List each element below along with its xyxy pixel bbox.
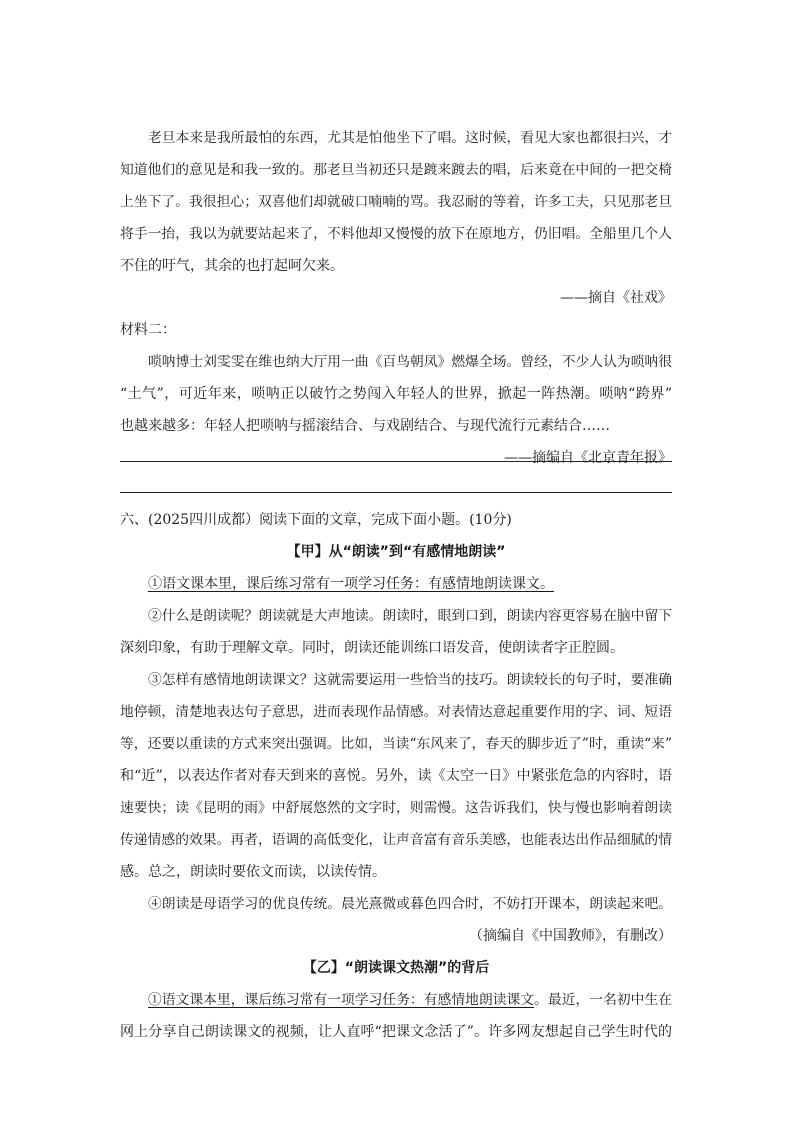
- article-a-paragraph-3-line: 传递情感的效果。再者，语调的高低变化，让声音富有音乐美感，也能表达出作品细腻的情: [120, 832, 672, 848]
- answer-line: [120, 492, 672, 493]
- article-a-paragraph-1: [148, 567, 672, 601]
- material-one-line: 上坐下了。我很担心；双喜他们却就破口喃喃的骂。我忍耐的等着，许多工夫，只见那老旦: [120, 194, 672, 210]
- article-a-paragraph-3-line: 地停顿，清楚地表达句子意思，进而表现作品情感。对表情达意起重要作用的字、词、短语: [120, 704, 672, 720]
- article-b-title: 【乙】“朗读课文热潮”的背后: [302, 960, 490, 976]
- material-one-line: 将手一抬，我以为就要站起来了，不料他却又慢慢的放下在原地方，仍旧唱。全船里几个人: [120, 226, 672, 242]
- article-a-paragraph-3-line: 等，还要以重读的方式来突出强调。比如，当读“东风来了，春天的脚步近了”时，重读“来”: [120, 736, 672, 752]
- material-two-line: 唢呐博士刘雯雯在维也纳大厅用一曲《百鸟朝凤》燃爆全场。曾经，不少人认为唢呐很: [148, 354, 672, 370]
- material-two-line: 也越来越多：年轻人把唢呐与摇滚结合、与戏剧结合、与现代流行元素结合……: [120, 418, 610, 434]
- question-six-prompt: 六、(2025四川成都）阅读下面的文章，完成下面小题。(10分): [120, 512, 512, 528]
- article-a-citation: （摘编自《中国教师》，有删改）: [469, 928, 672, 944]
- material-one-line: 不住的吁气，其余的也打起呵欠来。: [120, 258, 344, 274]
- article-a-paragraph-3-line: ③怎样有感情地朗读课文？这就需要运用一些恰当的技巧。朗读较长的句子时，要准确: [148, 672, 672, 688]
- material-one-citation: ——摘自《社戏》: [560, 290, 672, 306]
- underlined-text: ①语文课本里，课后练习常有一项学习任务：有感情地朗读课文: [148, 992, 535, 1008]
- material-two-label: 材料二：: [120, 322, 176, 338]
- article-a-title: 【甲】从“朗读”到“有感情地朗读”: [286, 544, 506, 560]
- article-a-paragraph-2-line: 深刻印象，有助于理解文章。同时，朗读还能训练口语发音，使朗读者字正腔圆。: [120, 640, 624, 656]
- article-b-paragraph-1-line: 网上分享自己朗读课文的视频，让人直呼“把课文念活了”。许多网友想起自己学生时代的: [120, 1024, 672, 1040]
- material-one-line: 老旦本来是我所最怕的东西，尤其是怕他坐下了唱。这时候，看见大家也都很扫兴，才: [148, 130, 672, 146]
- article-a-paragraph-3-line: 速要快；读《昆明的雨》中舒展悠然的文字时，则需慢。这告诉我们，快与慢也影响着朗读: [120, 800, 672, 816]
- answer-line: [120, 461, 672, 462]
- article-a-paragraph-3-line: 感。总之，朗读时要依文而读，以读传情。: [120, 864, 386, 880]
- article-a-paragraph-4: ④朗读是母语学习的优良传统。晨光熹微或暮色四合时，不妨打开课本，朗读起来吧。: [148, 896, 672, 912]
- material-two-line: “土气”，可近年来，唢呐正以破竹之势闯入年轻人的世界，掀起一阵热潮。唢呐“跨界”: [120, 386, 672, 402]
- material-two-citation: ——摘编自《北京青年报》: [504, 450, 672, 466]
- article-a-paragraph-3-line: 和“近”，以表达作者对春天到来的喜悦。另外，读《太空一日》中紧张危急的内容时，语: [120, 768, 672, 784]
- article-b-paragraph-1-line: [148, 983, 672, 1017]
- underlined-text: ①语文课本里，课后练习常有一项学习任务：有感情地朗读课文。: [148, 576, 554, 592]
- article-a-paragraph-2-line: ②什么是朗读呢？朗读就是大声地读。朗读时，眼到口到，朗读内容更容易在脑中留下: [148, 608, 672, 624]
- paragraph-text: 。最近，一名初中生在: [534, 992, 672, 1008]
- material-one-line: 知道他们的意见是和我一致的。那老旦当初还只是踱来踱去的唱，后来竟在中间的一把交椅: [120, 162, 672, 178]
